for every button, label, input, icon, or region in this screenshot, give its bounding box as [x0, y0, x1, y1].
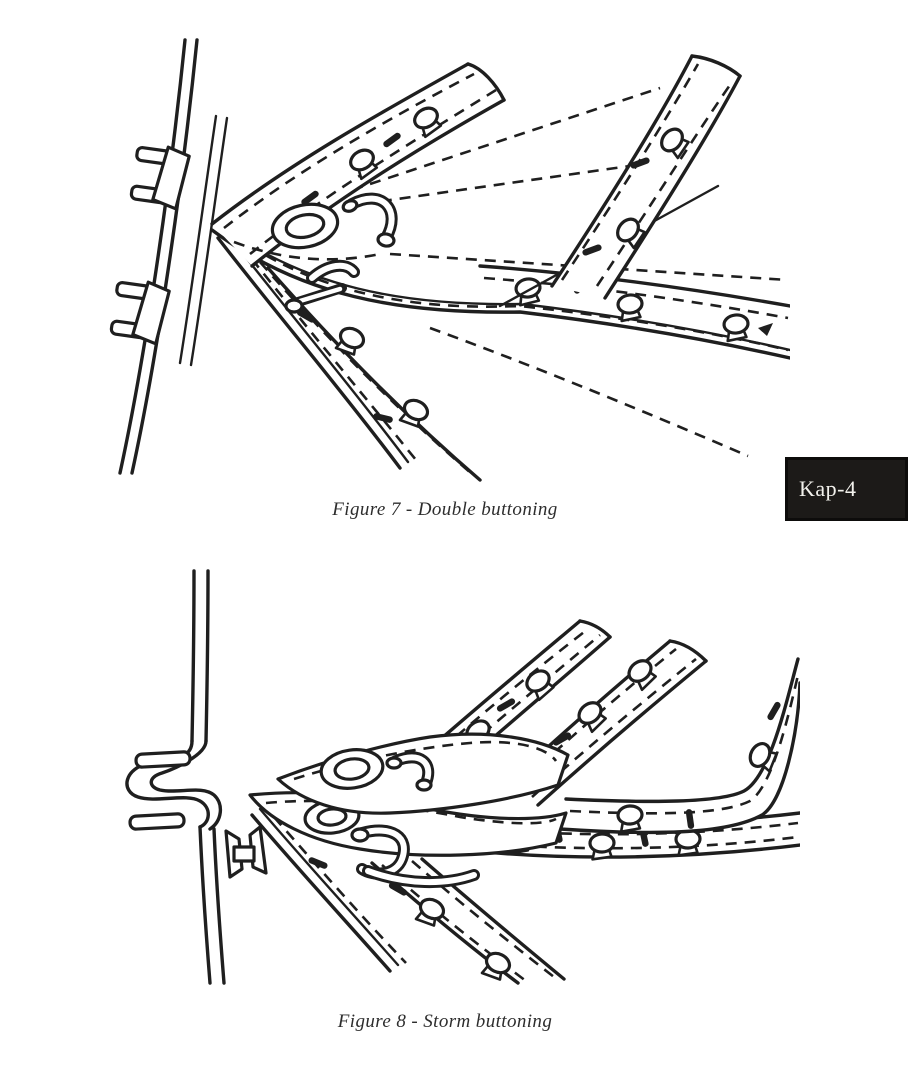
arrow-mark — [758, 323, 773, 336]
figure-8-illustration — [110, 563, 800, 988]
lacing-loop — [342, 199, 395, 248]
tent-pole-storm — [127, 571, 266, 983]
figure-7-illustration — [100, 28, 790, 483]
pole-cleat-lower — [110, 278, 170, 345]
tent-pole — [110, 40, 227, 473]
pole-cleat-upper — [130, 143, 190, 210]
storm-button-cleat — [226, 827, 266, 877]
hook-bar-upper — [136, 752, 191, 768]
toggle-pin — [286, 266, 354, 312]
canvas-strap-top — [212, 64, 504, 266]
chapter-tab — [785, 457, 908, 521]
chapter-tab-label: Kap-4 — [799, 476, 857, 501]
figure-8-caption: Figure 8 - Storm buttoning — [337, 1011, 553, 1032]
figure-7-caption: Figure 7 - Double buttoning — [332, 499, 558, 520]
hook-bar-lower — [130, 814, 185, 830]
